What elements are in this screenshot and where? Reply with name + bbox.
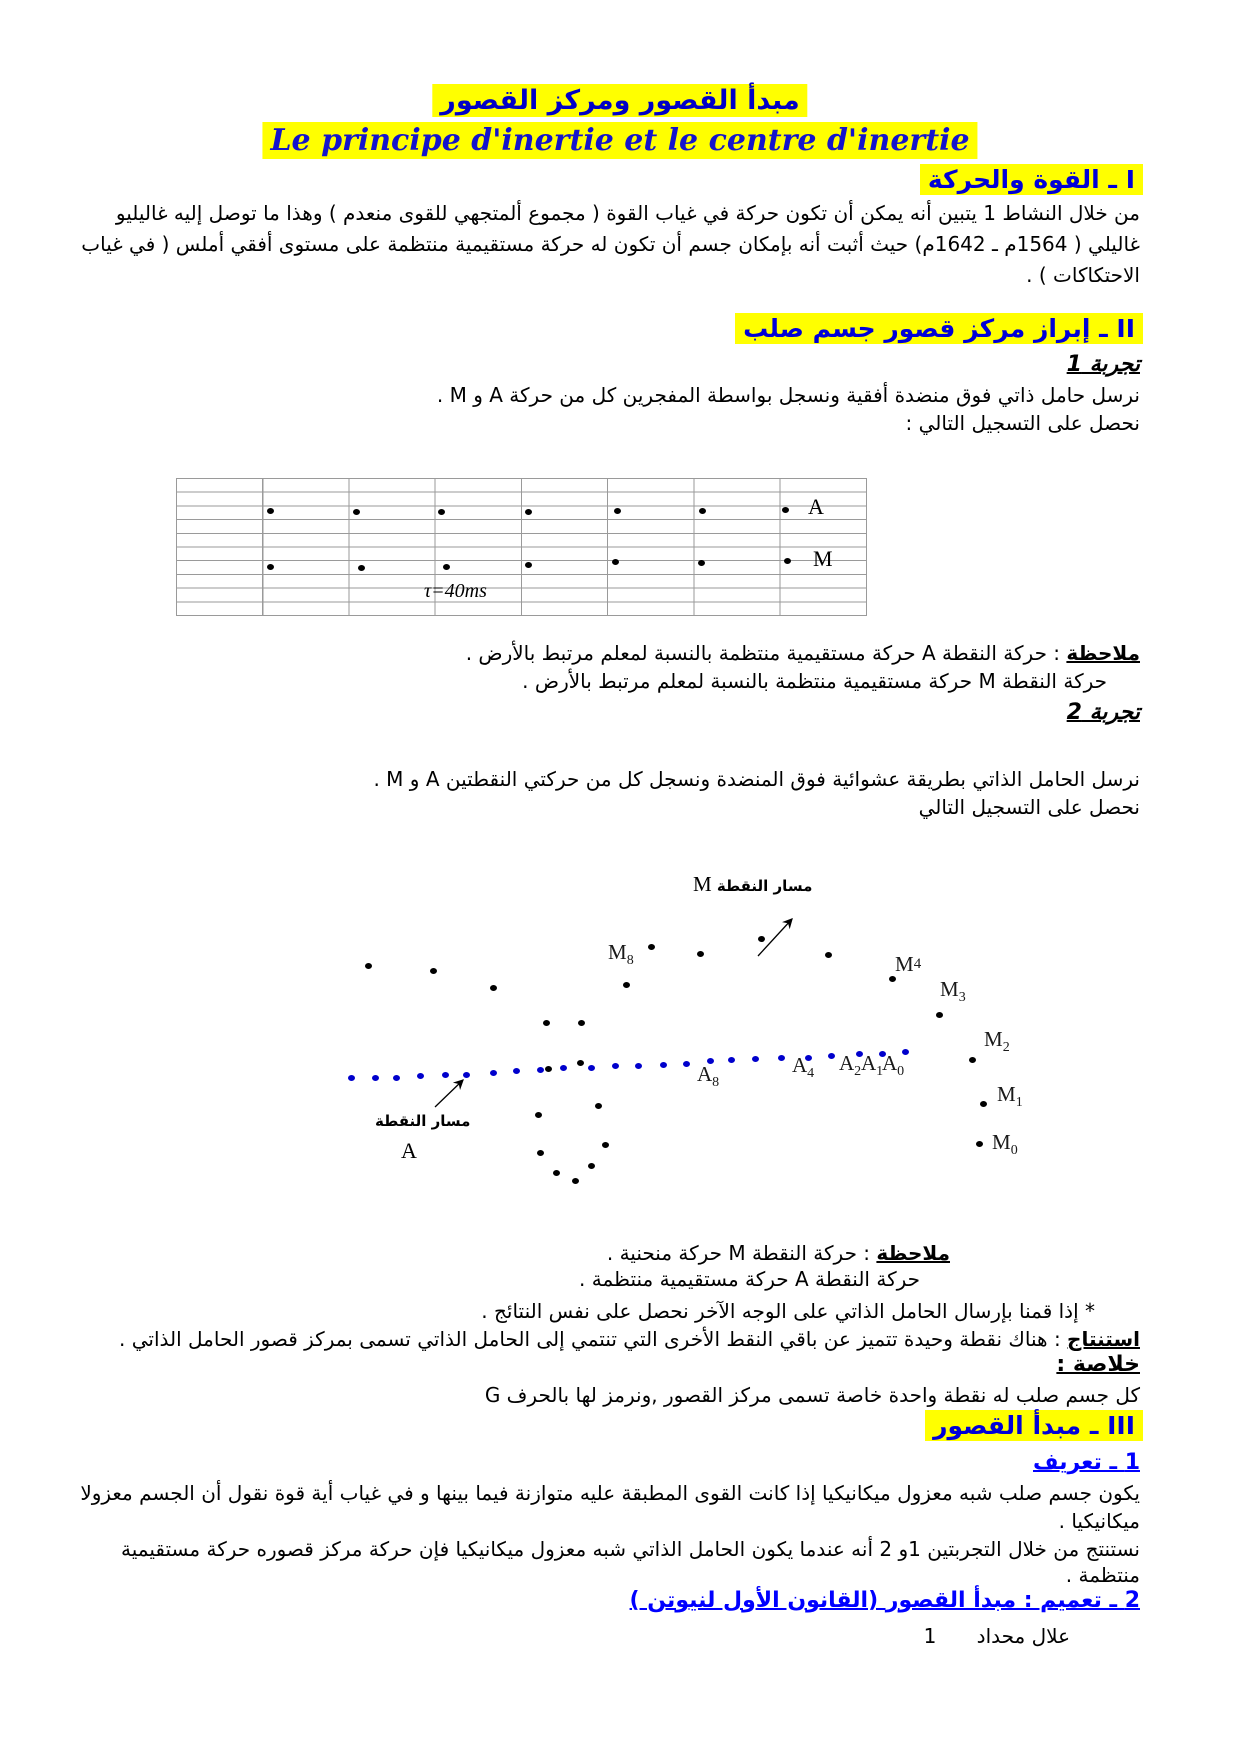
point-label-M3: $M_3$ — [940, 977, 966, 1006]
trajectory-a-dot — [828, 1053, 835, 1059]
recording-dot-a — [353, 509, 360, 515]
recording-dot-a — [782, 507, 789, 513]
experiment-1-description: نرسل حامل ذاتي فوق منضدة أفقية ونسجل بواسطة المفجرين كل من حركة A و M . — [436, 383, 1140, 407]
point-label-A1: $A_1$ — [861, 1051, 884, 1080]
point-label-M0: $M_0$ — [992, 1130, 1018, 1159]
trajectory-m-dot — [648, 944, 655, 950]
summary-text: كل جسم صلب له نقطة واحدة خاصة تسمى مركز القصور ,ونرمز لها بالحرف G — [484, 1383, 1140, 1407]
document-title-french: Le principe d'inertie et le centre d'inertie — [262, 122, 977, 159]
document-title-arabic: مبدأ القصور ومركز القصور — [432, 84, 807, 117]
recording-dot-a — [525, 509, 532, 515]
experiment-2-title: تجربة 2 — [1066, 700, 1140, 725]
generalization-subheading: 2 ـ تعميم : مبدأ القصور (القانون الأول لنيوتن ) — [629, 1588, 1140, 1613]
point-label-M1: $M_1$ — [997, 1082, 1023, 1111]
trajectory-a-dot — [393, 1075, 400, 1081]
trajectory-figure — [295, 840, 1040, 1190]
note-1-line-1: ملاحظة : حركة النقطة A حركة مستقيمية منتظمة بالنسبة لمعلم مرتبط بالأرض . — [465, 641, 1140, 665]
deduction-paragraph-line: منتظمة . — [1065, 1563, 1140, 1587]
note-1-line-2: حركة النقطة M حركة مستقيمية منتظمة بالنسبة لمعلم مرتبط بالأرض . — [522, 669, 1107, 693]
timing-interval-label: τ=40ms — [424, 580, 487, 602]
trajectory-m-dot — [980, 1101, 987, 1107]
note-label: ملاحظة — [876, 1241, 950, 1265]
trajectory-m-dot — [365, 963, 372, 969]
recording-dot-m — [612, 559, 619, 565]
trajectory-m-dot — [543, 1020, 550, 1026]
recording-dot-m — [267, 564, 274, 570]
trajectory-m-dot — [535, 1112, 542, 1118]
trajectory-m-dot — [577, 1060, 584, 1066]
deduction-paragraph-line: نستنتج من خلال التجربتين 1و 2 أنه عندما يكون الحامل الذاتي شبه معزول ميكانيكيا فإن حركة مركز قصوره حركة مستقيمية — [121, 1537, 1140, 1561]
summary-label: خلاصة : — [1056, 1352, 1140, 1377]
note-2-line-1: ملاحظة : حركة النقطة M حركة منحنية . — [606, 1241, 950, 1265]
page-footer — [924, 1624, 1070, 1648]
trajectory-m-dot — [553, 1170, 560, 1176]
recording-dot-m — [358, 565, 365, 571]
recording-grid — [176, 478, 867, 616]
trajectory-m-dot — [623, 982, 630, 988]
recording-dot-a — [267, 508, 274, 514]
section-1-heading: I ـ القوة والحركة — [920, 164, 1143, 195]
point-label-A2: $A_2$ — [839, 1051, 862, 1080]
trajectory-m-dot — [595, 1103, 602, 1109]
experiment-1-title: تجربة 1 — [1066, 352, 1140, 377]
trajectory-a-dot — [560, 1065, 567, 1071]
trajectory-a-dot — [612, 1063, 619, 1069]
page-number: 1 — [923, 1624, 937, 1648]
trajectory-a-dot — [660, 1062, 667, 1068]
point-label-M8: $M_8$ — [608, 940, 634, 969]
section-1-paragraph-line: الاحتكاكات ) . — [1026, 263, 1140, 287]
trajectory-m-dot — [602, 1142, 609, 1148]
trajectory-a-dot — [463, 1072, 470, 1078]
path-a-letter: A — [401, 1138, 417, 1163]
trajectory-a-dot — [778, 1055, 785, 1061]
trajectory-m-dot — [490, 985, 497, 991]
definition-subheading: 1 ـ تعريف — [1033, 1450, 1140, 1475]
recording-dot-a — [438, 509, 445, 515]
point-label-M2: $M_2$ — [984, 1027, 1010, 1056]
experiment-2-result-intro: نحصل على التسجيل التالي — [918, 795, 1140, 819]
trajectory-a-dot — [417, 1073, 424, 1079]
trajectory-a-dot — [490, 1070, 497, 1076]
point-label-M4: $M_4$ — [895, 952, 922, 976]
trajectory-a-dot — [728, 1057, 735, 1063]
point-label-A8: $A_8$ — [697, 1062, 720, 1091]
trajectory-a-dot — [537, 1067, 544, 1073]
recording-dot-m — [525, 562, 532, 568]
conclusion-line: استنتاج : هناك نقطة وحيدة تتميز عن باقي النقط الأخرى التي تنتمي إلى الحامل الذاتي تسمى بمركز قصور الحامل الذاتي . — [119, 1327, 1140, 1351]
recording-dot-a — [614, 508, 621, 514]
experiment-1-result-intro: نحصل على التسجيل التالي : — [905, 411, 1140, 435]
path-a-arrow — [435, 1080, 463, 1107]
trajectory-a-dot — [442, 1072, 449, 1078]
trajectory-a-dot — [635, 1063, 642, 1069]
section-1-paragraph-line: من خلال النشاط 1 يتبين أنه يمكن أن تكون حركة في غياب القوة ( مجموع ألمتجهي للقوى منعدم ) وهذا ما توصل إليه غاليليو — [115, 201, 1140, 225]
recording-dot-a — [699, 508, 706, 514]
definition-paragraph-line: يكون جسم صلب شبه معزول ميكانيكيا إذا كانت القوى المطبقة عليه متوازنة فيما بينها و في غياب أية قوة نقول أن الجسم معزولا — [80, 1481, 1140, 1505]
trajectory-m-dot — [976, 1141, 983, 1147]
trajectory-m-dot — [537, 1150, 544, 1156]
footer-author: علال محداد — [976, 1624, 1070, 1648]
trajectory-m-dot — [545, 1066, 552, 1072]
trajectory-a-dot — [683, 1061, 690, 1067]
trajectory-m-dot — [578, 1020, 585, 1026]
section-2-heading: II ـ إبراز مركز قصور جسم صلب — [735, 313, 1143, 344]
trajectory-m-dot — [969, 1057, 976, 1063]
recording-dot-m — [784, 558, 791, 564]
trajectory-a-dot — [348, 1075, 355, 1081]
trajectory-m-dot — [936, 1012, 943, 1018]
trajectory-a-dot — [588, 1065, 595, 1071]
section-1-paragraph-line: غاليلي ( 1564م ـ 1642م) حيث أثبت أنه بإمكان جسم أن تكون له حركة مستقيمية منتظمة على مستوى أفقي أملس ( في غياب — [81, 232, 1140, 256]
trajectory-a-dot — [513, 1068, 520, 1074]
point-label-A0: $A_0$ — [882, 1051, 905, 1080]
trajectory-m-dot — [825, 952, 832, 958]
trajectory-m-dot — [758, 936, 765, 942]
experiment-2-description: نرسل الحامل الذاتي بطريقة عشوائية فوق المنضدة ونسجل كل من حركتي النقطتين A و M . — [373, 767, 1140, 791]
section-3-heading: III ـ مبدأ القصور — [925, 1410, 1143, 1441]
recording-dot-m — [443, 564, 450, 570]
note-2-line-2: حركة النقطة A حركة مستقيمية منتظمة . — [579, 1267, 920, 1291]
point-label-A4: $A_4$ — [792, 1053, 815, 1082]
trajectory-m-dot — [697, 951, 704, 957]
point-a-label: A — [808, 494, 824, 519]
recording-dot-m — [698, 560, 705, 566]
definition-paragraph-line: ميكانيكيا . — [1058, 1509, 1140, 1533]
note-label: ملاحظة — [1066, 641, 1140, 665]
remark-line: * إذا قمنا بإرسال الحامل الذاتي على الوجه الآخر نحصل على نفس النتائج . — [481, 1299, 1095, 1323]
path-m-label: مسار النقطة M — [693, 872, 813, 896]
trajectory-a-dot — [372, 1075, 379, 1081]
trajectory-m-dot — [430, 968, 437, 974]
trajectory-a-dot — [752, 1056, 759, 1062]
trajectory-m-dot — [572, 1178, 579, 1184]
trajectory-m-dot — [588, 1163, 595, 1169]
conclusion-label: استنتاج — [1067, 1327, 1140, 1351]
point-m-label: M — [813, 546, 833, 571]
path-a-label: مسار النقطة — [375, 1112, 471, 1130]
